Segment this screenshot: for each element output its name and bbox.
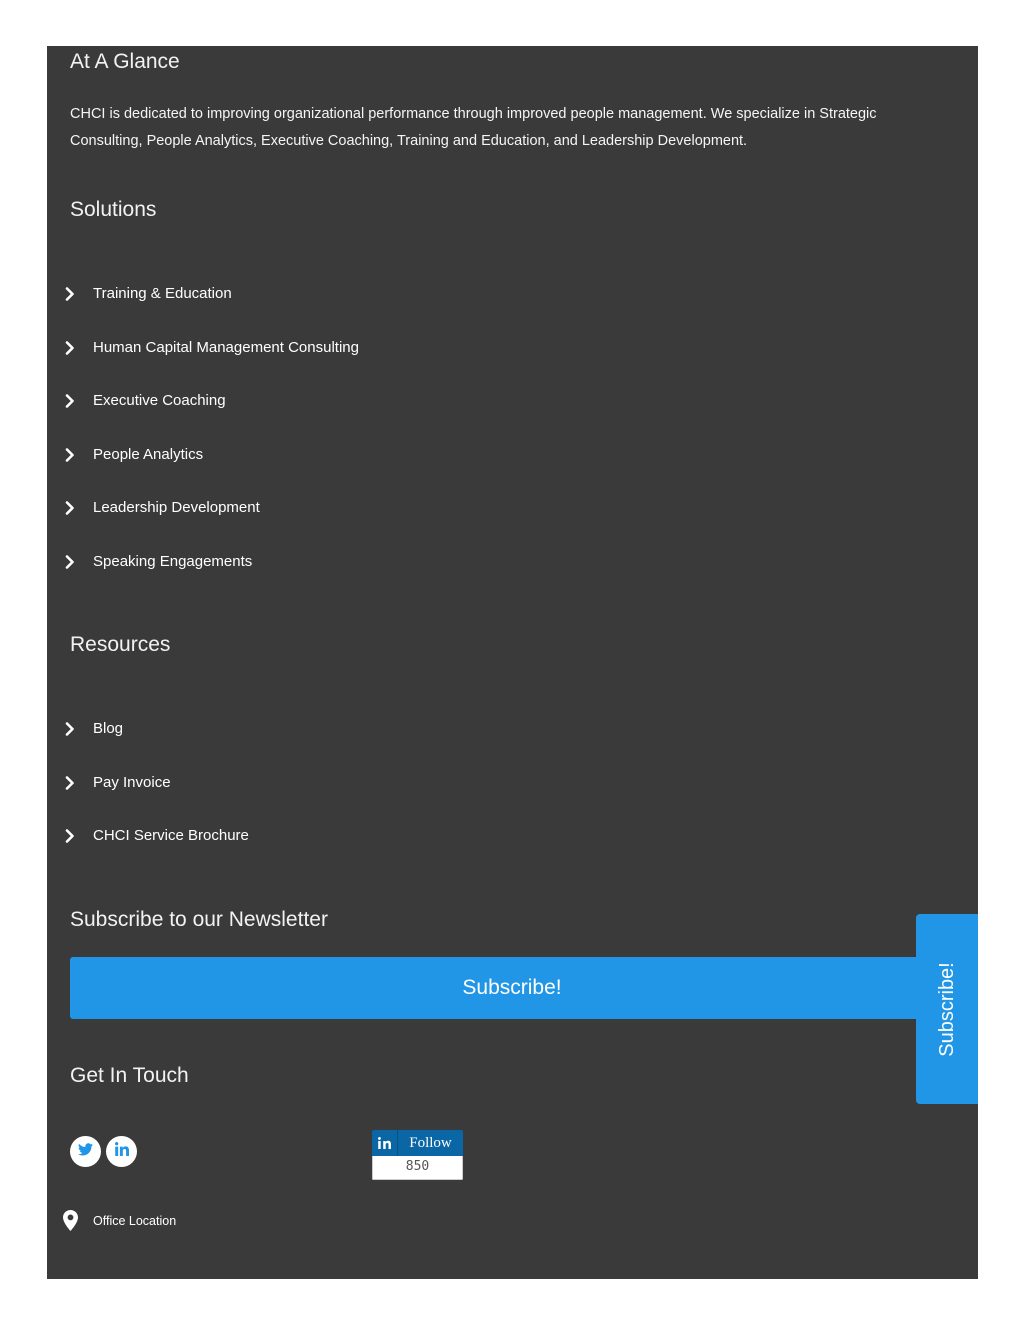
solutions-link-label: Speaking Engagements [93, 552, 253, 570]
twitter-link[interactable] [70, 1136, 101, 1167]
chevron-right-icon [64, 448, 76, 462]
subscribe-side-tab[interactable] [916, 914, 978, 1104]
side-tab-label: Subscribe! [935, 961, 958, 1057]
chevron-right-icon [64, 829, 76, 843]
solutions-link-label: Leadership Development [93, 499, 260, 517]
map-pin-icon [63, 1210, 78, 1236]
solutions-heading: Solutions [70, 198, 157, 221]
chevron-right-icon [64, 394, 76, 408]
chevron-right-icon [64, 722, 76, 736]
solutions-link-label: Human Capital Management Consulting [93, 338, 359, 356]
resources-link-label: Pay Invoice [93, 773, 171, 791]
chevron-right-icon [64, 555, 76, 569]
site-footer [47, 46, 978, 1279]
linkedin-follow-label: Follow [409, 1134, 452, 1151]
solutions-link-label: Training & Education [93, 285, 232, 302]
subscribe-button[interactable]: Subscribe! [70, 957, 954, 1019]
resources-heading: Resources [70, 633, 171, 656]
linkedin-link[interactable] [106, 1136, 137, 1167]
chevron-right-icon [64, 341, 76, 355]
linkedin-follow-widget[interactable] [372, 1130, 463, 1180]
about-text: CHCI is dedicated to improving organizational performance through improved people management. We specialize in Strategic Consulting, People Analytics, Executive Coaching, Training and Education, and Leadership Development. [70, 106, 877, 149]
newsletter-heading: Subscribe to our Newsletter [70, 908, 328, 931]
linkedin-follow-bar [372, 1130, 463, 1156]
office-location-label: Office Location [93, 1214, 177, 1228]
resources-link-label: CHCI Service Brochure [93, 827, 249, 845]
get-in-touch-heading: Get In Touch [70, 1064, 189, 1087]
linkedin-icon [115, 1142, 129, 1161]
at-a-glance-heading: At A Glance [70, 50, 180, 73]
chevron-right-icon [64, 287, 76, 301]
chevron-right-icon [64, 501, 76, 515]
solutions-link-label: Executive Coaching [93, 392, 226, 410]
linkedin-icon [372, 1130, 398, 1156]
chevron-right-icon [64, 776, 76, 790]
resources-link-label: Blog [93, 720, 124, 737]
solutions-link-label: People Analytics [93, 445, 204, 463]
twitter-icon [78, 1143, 93, 1161]
linkedin-follower-count: 850 [372, 1156, 463, 1180]
